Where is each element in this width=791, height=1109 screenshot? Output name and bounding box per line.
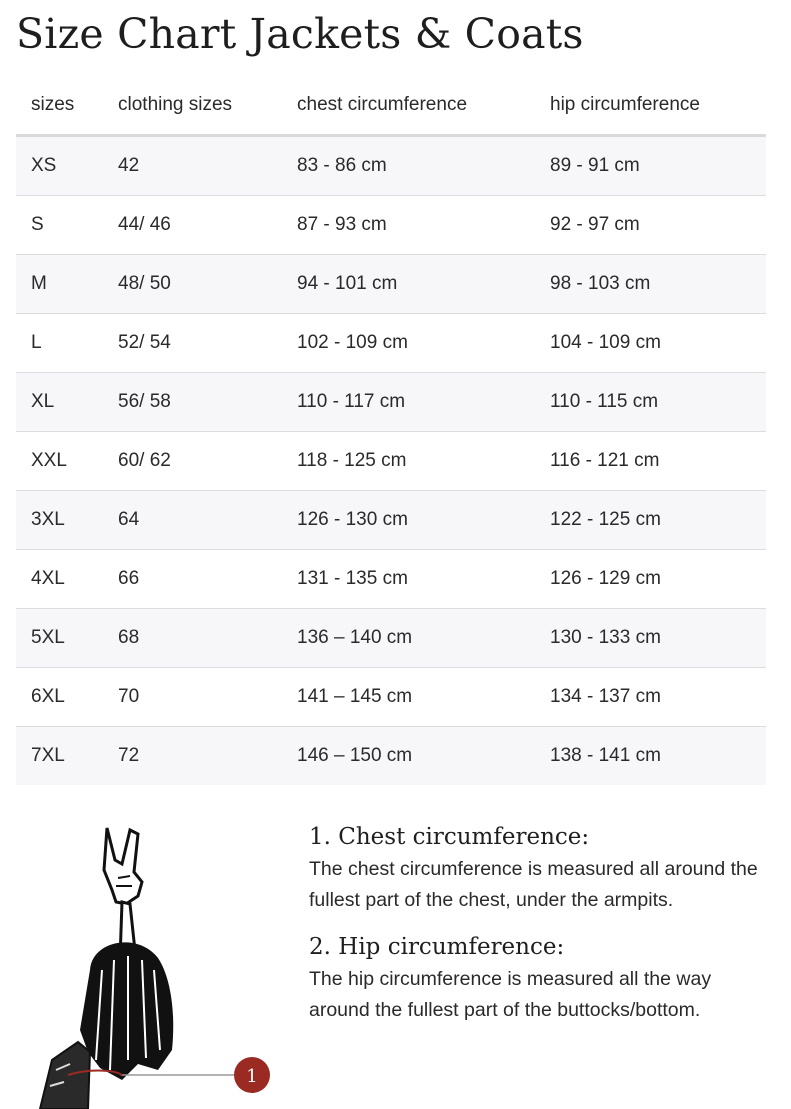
hip-cell: 104 - 109 cm	[550, 314, 766, 373]
hip-cell: 130 - 133 cm	[550, 609, 766, 668]
size-cell: XXL	[16, 432, 118, 491]
hip-cell: 110 - 115 cm	[550, 373, 766, 432]
chest-cell: 83 - 86 cm	[297, 136, 550, 196]
clothing-size-cell: 48/ 50	[118, 255, 297, 314]
hip-cell: 89 - 91 cm	[550, 136, 766, 196]
table-body	[16, 136, 766, 786]
table-row	[16, 550, 766, 609]
chest-description: The chest circumference is measured all around the fullest part of the chest, under the armpits.	[309, 858, 758, 911]
chest-cell: 87 - 93 cm	[297, 196, 550, 255]
column-header-clothing-sizes: clothing sizes	[118, 76, 297, 136]
column-header-hip: hip circumference	[550, 76, 766, 136]
figure-torso	[40, 1042, 90, 1109]
size-cell: XS	[16, 136, 118, 196]
hip-heading: 2. Hip circumference:	[309, 934, 565, 960]
chest-cell: 141 – 145 cm	[297, 668, 550, 727]
chest-cell: 94 - 101 cm	[297, 255, 550, 314]
column-header-sizes: sizes	[16, 76, 118, 136]
chest-cell: 102 - 109 cm	[297, 314, 550, 373]
clothing-size-cell: 64	[118, 491, 297, 550]
clothing-size-cell: 68	[118, 609, 297, 668]
measuring-illustration	[30, 820, 280, 1109]
hip-description: The hip circumference is measured all the way around the fullest part of the buttocks/bottom.	[309, 968, 712, 1021]
size-cell: XL	[16, 373, 118, 432]
chest-cell: 110 - 117 cm	[297, 373, 550, 432]
size-cell: 4XL	[16, 550, 118, 609]
hip-cell: 126 - 129 cm	[550, 550, 766, 609]
table-row	[16, 373, 766, 432]
chest-cell: 146 – 150 cm	[297, 727, 550, 786]
table-header-row	[16, 76, 766, 136]
table-row	[16, 668, 766, 727]
size-cell: 3XL	[16, 491, 118, 550]
size-cell: S	[16, 196, 118, 255]
size-cell: 6XL	[16, 668, 118, 727]
clothing-size-cell: 52/ 54	[118, 314, 297, 373]
table-row	[16, 432, 766, 491]
size-cell: L	[16, 314, 118, 373]
hip-cell: 138 - 141 cm	[550, 727, 766, 786]
table-row	[16, 196, 766, 255]
table-row	[16, 255, 766, 314]
clothing-size-cell: 56/ 58	[118, 373, 297, 432]
hip-cell: 116 - 121 cm	[550, 432, 766, 491]
measurement-instructions	[309, 820, 769, 1040]
chest-cell: 118 - 125 cm	[297, 432, 550, 491]
figure-hair	[80, 942, 173, 1080]
clothing-size-cell: 44/ 46	[118, 196, 297, 255]
table-row	[16, 727, 766, 786]
clothing-size-cell: 70	[118, 668, 297, 727]
chest-cell: 136 – 140 cm	[297, 609, 550, 668]
size-cell: 7XL	[16, 727, 118, 786]
clothing-size-cell: 72	[118, 727, 297, 786]
chest-cell: 131 - 135 cm	[297, 550, 550, 609]
table-row	[16, 609, 766, 668]
size-table	[16, 76, 766, 785]
table-row	[16, 491, 766, 550]
size-cell: M	[16, 255, 118, 314]
hip-cell: 98 - 103 cm	[550, 255, 766, 314]
clothing-size-cell: 42	[118, 136, 297, 196]
hip-cell: 92 - 97 cm	[550, 196, 766, 255]
clothing-size-cell: 60/ 62	[118, 432, 297, 491]
column-header-chest: chest circumference	[297, 76, 550, 136]
hip-cell: 134 - 137 cm	[550, 668, 766, 727]
chest-marker-label: 1	[246, 1066, 258, 1087]
page-title: Size Chart Jackets & Coats	[16, 10, 584, 58]
clothing-size-cell: 66	[118, 550, 297, 609]
hip-cell: 122 - 125 cm	[550, 491, 766, 550]
chest-heading: 1. Chest circumference:	[309, 824, 590, 850]
chest-cell: 126 - 130 cm	[297, 491, 550, 550]
table-row	[16, 314, 766, 373]
table-row	[16, 136, 766, 196]
size-cell: 5XL	[16, 609, 118, 668]
